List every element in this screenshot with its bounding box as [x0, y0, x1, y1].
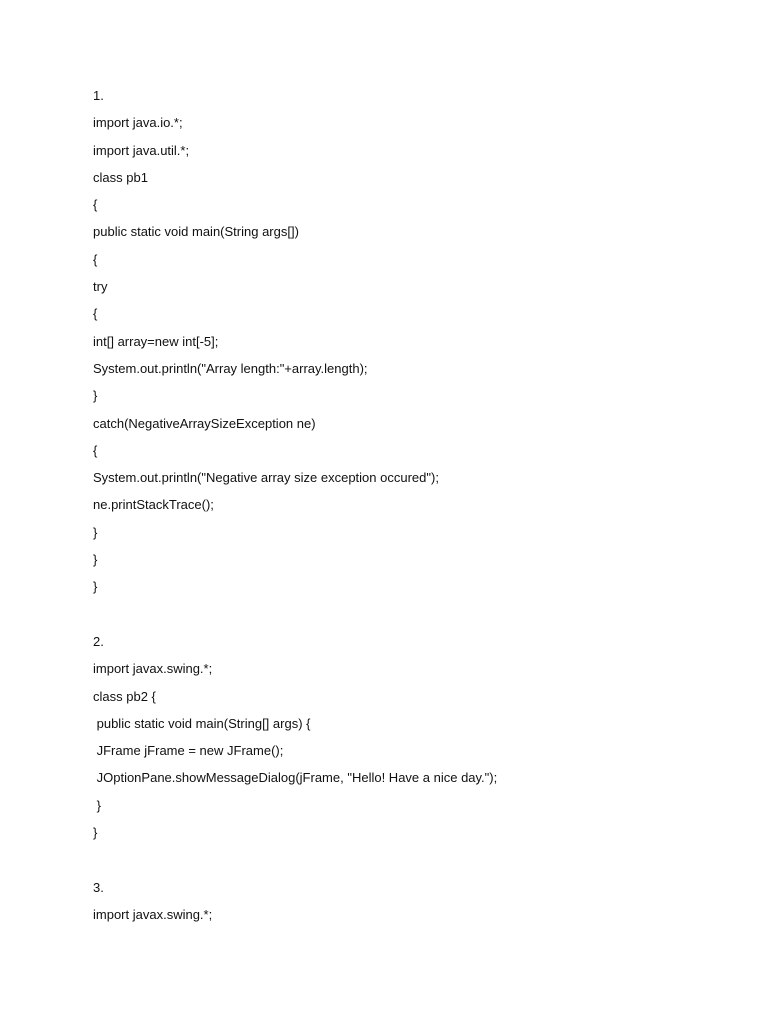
code-line: {	[93, 251, 98, 267]
code-line: import java.util.*;	[93, 142, 190, 158]
code-line: int[] array=new int[-5];	[93, 333, 219, 349]
code-line: }	[93, 524, 98, 540]
code-line: System.out.println("Negative array size exception occured");	[93, 470, 439, 486]
blank-line	[93, 850, 733, 877]
code-line: System.out.println("Array length:"+array.length);	[93, 360, 368, 376]
code-line: catch(NegativeArraySizeException ne)	[93, 415, 316, 431]
code-line: import javax.swing.*;	[93, 661, 213, 677]
section-number: 1.	[93, 88, 104, 103]
code-line: ne.printStackTrace();	[93, 497, 214, 513]
code-line: JFrame jFrame = new JFrame();	[93, 743, 284, 759]
code-line: {	[93, 197, 98, 213]
code-line: }	[93, 388, 98, 404]
code-line: class pb2 {	[93, 688, 156, 704]
section-3	[93, 878, 733, 933]
section-2	[93, 632, 733, 850]
section-number: 3.	[93, 879, 104, 895]
code-line: import javax.swing.*;	[93, 906, 213, 922]
section-number: 2.	[93, 633, 104, 649]
code-line: public static void main(String[] args) {	[93, 715, 311, 731]
code-line: }	[93, 797, 101, 813]
code-line: }	[93, 579, 98, 595]
code-line: class pb1	[93, 169, 148, 185]
code-line: {	[93, 442, 98, 458]
code-line: {	[93, 306, 98, 322]
blank-line	[93, 605, 733, 632]
code-line: }	[93, 825, 98, 841]
code-line: }	[93, 552, 98, 568]
document-body	[93, 86, 733, 932]
section-1	[93, 86, 733, 605]
code-line: public static void main(String args[])	[93, 224, 299, 240]
code-line: try	[93, 279, 108, 295]
code-line: JOptionPane.showMessageDialog(jFrame, "Hello! Have a nice day.");	[93, 770, 498, 786]
code-line: import java.io.*;	[93, 115, 183, 131]
